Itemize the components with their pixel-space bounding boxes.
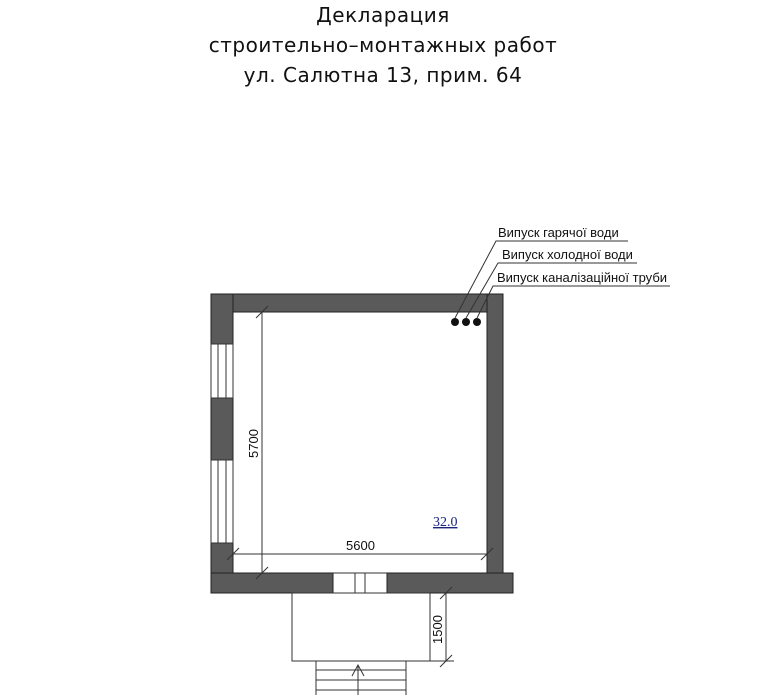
title-line-3: ул. Салютна 13, прим. 64 <box>243 63 523 87</box>
room-area-label: 32.0 <box>433 515 458 530</box>
wall-bottom-right-part <box>387 573 513 593</box>
dimension-height: 5700 <box>246 429 261 458</box>
wall-top-left <box>211 294 233 344</box>
porch-outline <box>292 593 430 661</box>
wall-left-pier <box>211 398 233 460</box>
sewer-outlet-icon <box>473 318 481 326</box>
title-line-1: Декларация <box>316 3 450 27</box>
window-lower <box>211 460 233 543</box>
wall-right <box>487 294 503 578</box>
pipe-outlets <box>451 318 481 326</box>
door-opening <box>333 573 387 593</box>
window-upper <box>211 344 233 398</box>
hot-water-outlet-icon <box>451 318 459 326</box>
title-line-2: строительно–монтажных работ <box>208 33 558 57</box>
sewer-label: Випуск каналізаційної труби <box>497 270 668 285</box>
dimension-lines <box>227 306 493 667</box>
wall-bottom-left-part <box>211 573 333 593</box>
cold-water-label: Випуск холодної води <box>502 247 633 262</box>
dimension-width: 5600 <box>346 538 375 553</box>
dimension-porch: 1500 <box>430 615 445 644</box>
hot-water-label: Випуск гарячої води <box>498 225 619 240</box>
cold-water-outlet-icon <box>462 318 470 326</box>
porch <box>292 593 430 695</box>
